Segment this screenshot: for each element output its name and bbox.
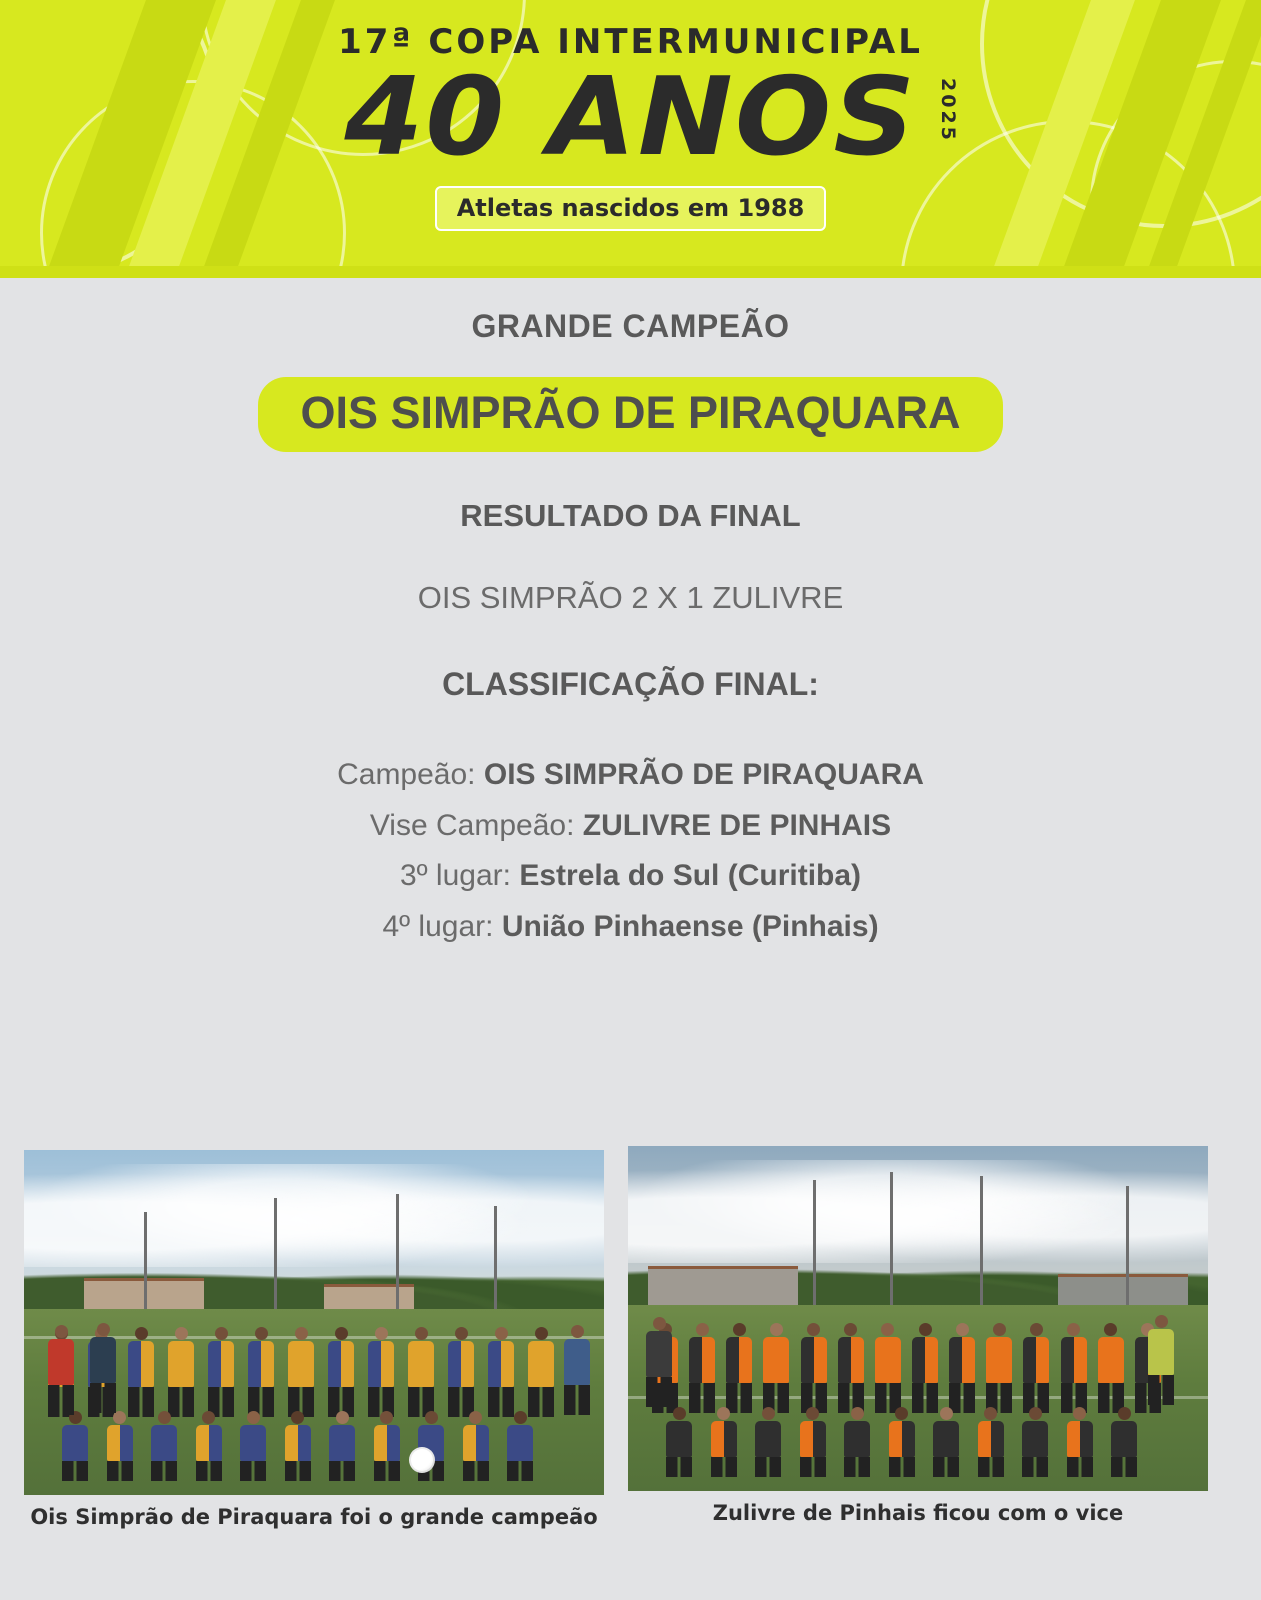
photo-clouds: [628, 1160, 1208, 1264]
photo-player: [1061, 1323, 1087, 1413]
main-content: [0, 308, 1261, 947]
photo-player: [62, 1411, 88, 1481]
photo-player: [507, 1411, 533, 1481]
photo-player: [844, 1407, 870, 1477]
photo-player: [374, 1411, 400, 1481]
standings-team: União Pinhaense (Pinhais): [501, 909, 879, 943]
photo-player: [801, 1323, 827, 1413]
photo-player: [528, 1327, 554, 1417]
photo-player: [1022, 1407, 1048, 1477]
event-title-wrap: [344, 55, 960, 180]
photo-player: [1067, 1407, 1093, 1477]
photo-player: [448, 1327, 474, 1417]
champion-label: GRANDE CAMPEÃO: [471, 308, 790, 344]
final-score: OIS SIMPRÃO 2 X 1 ZULIVRE: [417, 580, 844, 615]
photo-player: [711, 1407, 737, 1477]
standings-row: [0, 907, 1261, 948]
photo-player: [128, 1327, 154, 1417]
photo-player: [875, 1323, 901, 1413]
photo-player: [151, 1411, 177, 1481]
photo-bystander: [48, 1325, 74, 1415]
champion-highlight: [0, 377, 1261, 452]
standings-position: 3º lugar:: [399, 859, 511, 892]
photo-player: [107, 1411, 133, 1481]
standings-row: [0, 755, 1261, 796]
photo-team-lineup: [24, 1300, 604, 1495]
standings-position: Campeão:: [337, 758, 476, 791]
photo-player: [800, 1407, 826, 1477]
photo-player: [949, 1323, 975, 1413]
event-eligibility-note: Atletas nascidos em 1988: [435, 186, 827, 231]
photo-player: [726, 1323, 752, 1413]
photo-player: [1023, 1323, 1049, 1413]
final-result-label: RESULTADO DA FINAL: [460, 498, 801, 533]
champion-name: OIS SIMPRÃO DE PIRAQUARA: [258, 377, 1002, 452]
photo-player: [912, 1323, 938, 1413]
standings-team: Estrela do Sul (Curitiba): [519, 859, 862, 892]
standings-position: 4º lugar:: [382, 909, 494, 943]
runner-up-team-photo-block: [628, 1146, 1208, 1525]
photo-player: [240, 1411, 266, 1481]
photo-bystander: [90, 1323, 116, 1413]
photo-player: [978, 1407, 1004, 1477]
standings-row: [0, 806, 1261, 847]
photo-player: [208, 1327, 234, 1417]
photo-player: [328, 1327, 354, 1417]
standings-team: ZULIVRE DE PINHAIS: [582, 808, 892, 842]
photo-player: [666, 1407, 692, 1477]
classification-label: CLASSIFICAÇÃO FINAL:: [442, 666, 819, 702]
photo-player: [329, 1411, 355, 1481]
photo-bystander: [646, 1317, 672, 1407]
photo-player: [1098, 1323, 1124, 1413]
photo-team-lineup: [628, 1286, 1208, 1491]
photo-player: [196, 1411, 222, 1481]
event-year: 2025: [937, 78, 960, 143]
photo-player: [933, 1407, 959, 1477]
photo-bystander: [1148, 1315, 1174, 1405]
banner-bottom-edge: [0, 266, 1261, 278]
photo-pole: [144, 1212, 147, 1312]
photo-clouds: [24, 1164, 604, 1268]
photo-player: [755, 1407, 781, 1477]
photo-player: [168, 1327, 194, 1417]
photo-player: [463, 1411, 489, 1481]
standings-position: Vise Campeão:: [369, 808, 575, 842]
photo-gallery: [0, 1150, 1261, 1600]
photo-ball: [409, 1447, 435, 1473]
photo-player: [986, 1323, 1012, 1413]
photo-player: [288, 1327, 314, 1417]
photo-pole: [274, 1198, 277, 1312]
photo-player: [248, 1327, 274, 1417]
photo-player: [889, 1407, 915, 1477]
photo-pole: [494, 1206, 497, 1314]
photo-player: [689, 1323, 715, 1413]
standings-list: [0, 755, 1261, 947]
photo-pole: [396, 1194, 399, 1314]
standings-row: [0, 856, 1261, 897]
photo-player: [368, 1327, 394, 1417]
champion-team-photo: [24, 1150, 604, 1495]
event-title: 40 ANOS: [344, 55, 917, 180]
standings-team: OIS SIMPRÃO DE PIRAQUARA: [483, 758, 924, 791]
photo-player: [1111, 1407, 1137, 1477]
photo-player: [838, 1323, 864, 1413]
photo-player: [488, 1327, 514, 1417]
runner-up-photo-caption: Zulivre de Pinhais ficou com o vice: [712, 1501, 1124, 1525]
event-subtitle-top: 17ª COPA INTERMUNICIPAL: [338, 22, 923, 62]
champion-team-photo-block: [24, 1150, 604, 1529]
photo-player: [408, 1327, 434, 1417]
photo-player: [285, 1411, 311, 1481]
photo-bystander: [564, 1325, 590, 1415]
champion-photo-caption: Ois Simprão de Piraquara foi o grande campeão: [30, 1505, 598, 1529]
photo-player: [763, 1323, 789, 1413]
header-banner: [0, 0, 1261, 278]
runner-up-team-photo: [628, 1146, 1208, 1491]
